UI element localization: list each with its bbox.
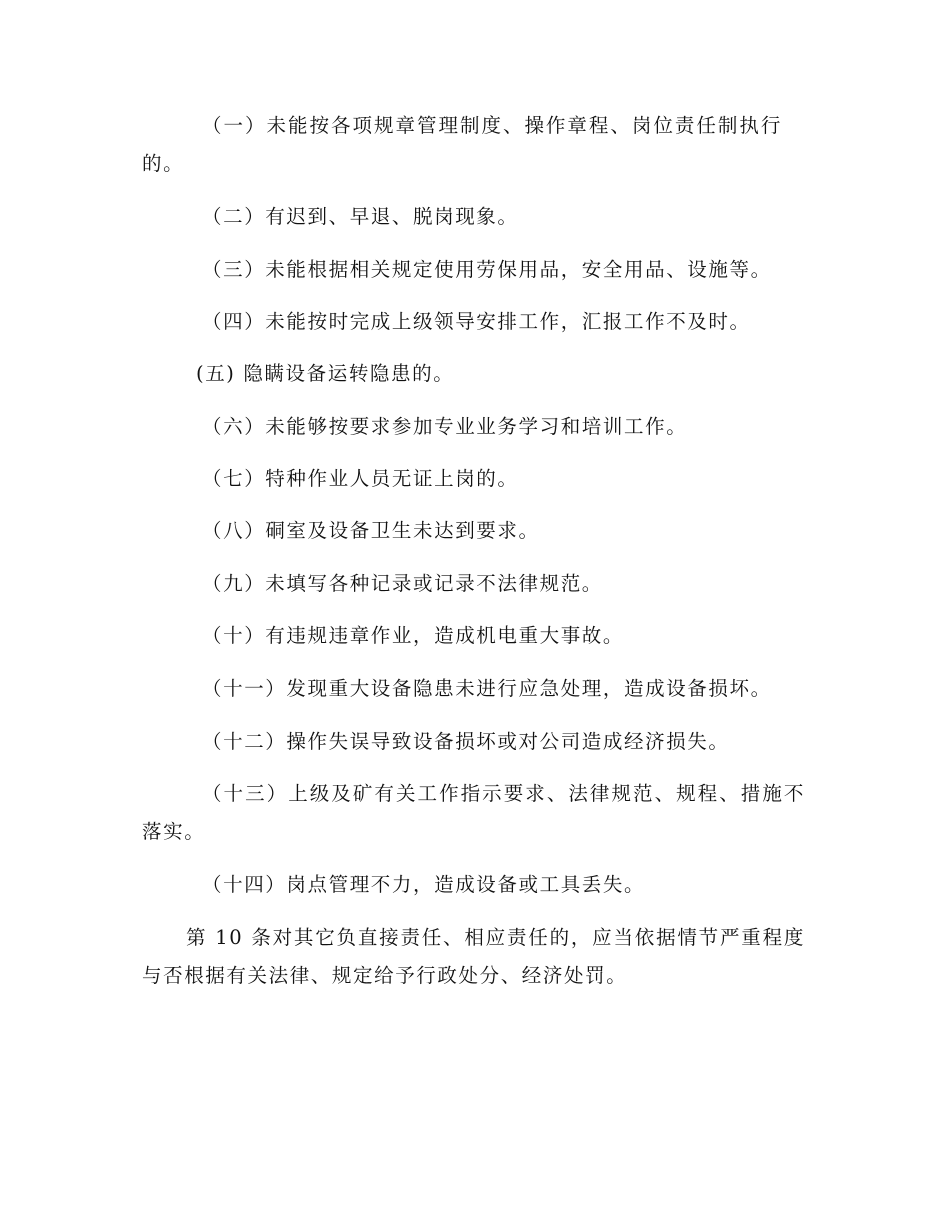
paragraph-11: （十一）发现重大设备隐患未进行应急处理，造成设备损坏。 (202, 677, 772, 700)
paragraph-1-line-1: （一）未能按各项规章管理制度、操作章程、岗位责任制执行 (202, 114, 782, 137)
paragraph-6: （六）未能够按要求参加专业业务学习和培训工作。 (202, 415, 688, 438)
paragraph-7: （七）特种作业人员无证上岗的。 (202, 467, 519, 490)
paragraph-12: （十二）操作失误导致设备损坏或对公司造成经济损失。 (202, 730, 730, 753)
paragraph-2: （二）有迟到、早退、脱岗现象。 (202, 205, 519, 228)
article-10-line-1: 第 10 条对其它负直接责任、相应责任的，应当依据情节严重程度 (186, 926, 805, 949)
paragraph-13-line-2: 落实。 (142, 820, 206, 843)
paragraph-14: （十四）岗点管理不力，造成设备或工具丢失。 (202, 873, 646, 896)
paragraph-5: (五) 隐瞒设备运转隐患的。 (196, 362, 455, 385)
paragraph-9: （九）未填写各种记录或记录不法律规范。 (202, 572, 603, 595)
paragraph-8: （八）硐室及设备卫生未达到要求。 (202, 519, 540, 542)
paragraph-4: （四）未能按时完成上级领导安排工作，汇报工作不及时。 (202, 310, 751, 333)
paragraph-10: （十）有违规违章作业，造成机电重大事故。 (202, 624, 625, 647)
paragraph-3: （三）未能根据相关规定使用劳保用品，安全用品、设施等。 (202, 258, 772, 281)
paragraph-13-line-1: （十三）上级及矿有关工作指示要求、法律规范、规程、措施不 (202, 782, 805, 805)
paragraph-1-line-2: 的。 (142, 152, 185, 175)
article-10-line-2: 与否根据有关法律、规定给予行政处分、经济处罚。 (142, 964, 628, 987)
